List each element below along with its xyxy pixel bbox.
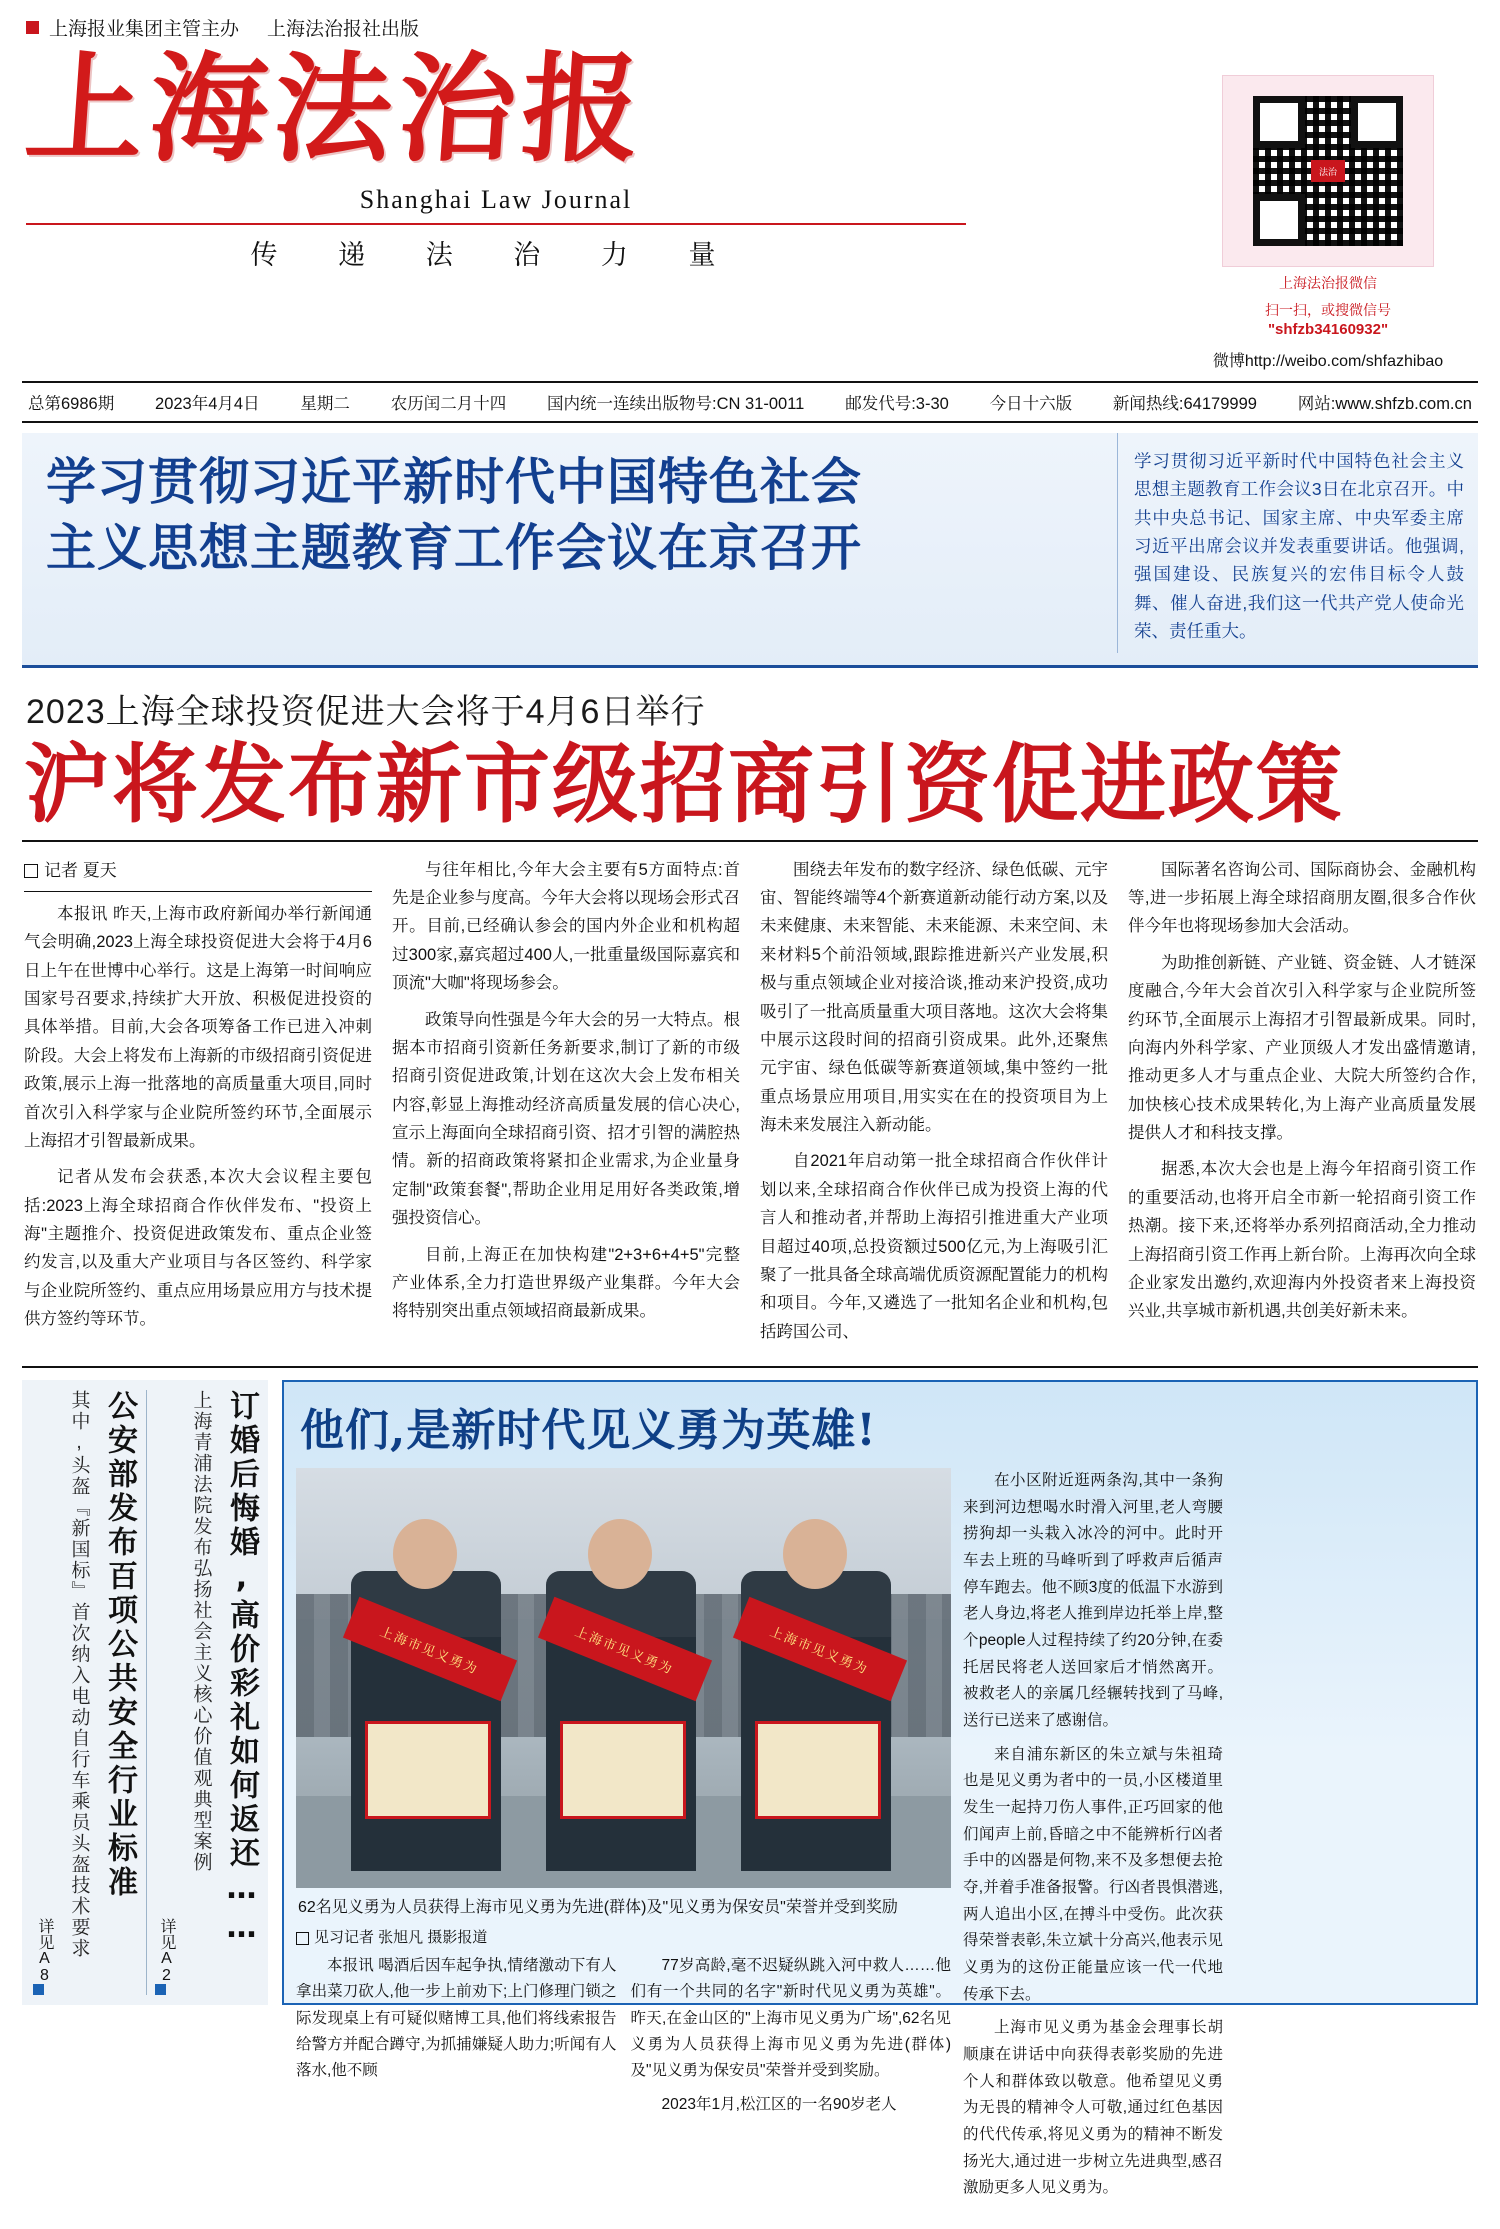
article-byline xyxy=(24,856,372,892)
red-square-icon xyxy=(26,21,39,34)
photo-sash: 上海市见义勇为 xyxy=(343,1597,517,1701)
byline-box-icon xyxy=(296,1932,309,1945)
feature-photo-block xyxy=(296,1468,951,2209)
qr-caption-line2: 扫一扫，或搜微信号 xyxy=(1265,302,1391,318)
paragraph: 政策导向性强是今年大会的另一大特点。根据本市招商引资新任务新要求,制订了新的市级招商引资促进政策,计划在这次大会上发布相关内容,彰显上海推动经济高质量发展的信心决心,宣示上海面向全球招商引资、招才引智的满腔热情。新的招商政策将紧扣企业需求,为企业量身定制"政策套餐",帮助企业用足用好各类政策,增强投资信心。 xyxy=(392,1010,740,1228)
teaser-2-subtitle: 其中,头盔『新国标』首次纳入电动自行车乘员头盔技术要求 xyxy=(68,1390,90,1960)
publisher-label: 上海报业集团主管主办 xyxy=(49,19,240,40)
masthead-right xyxy=(1178,47,1478,371)
feature-text-column-2 xyxy=(631,1953,952,2125)
photo-person xyxy=(351,1571,501,1871)
teaser-1-more-wrap[interactable] xyxy=(155,1390,178,1995)
qr-center-badge: 法治 xyxy=(1311,160,1345,182)
blue-square-icon xyxy=(33,1984,44,1995)
paragraph: 与往年相比,今年大会主要有5方面特点:首先是企业参与度高。今年大会将以现场会形式召开。目前,已经确认参会的国内外企业和机构超过300家,嘉宾超过400人,一批重量级国际嘉宾和顶流"大咖"将现场参会。 xyxy=(392,860,740,993)
teaser-1-more: 详见A2 xyxy=(158,1918,175,1985)
paragraph: 上海市见义勇为基金会理事长胡顺康在讲话中向获得表彰奖励的先进个人和群体致以敬意。他希望见义勇为无畏的精神令人可敬,通过红色基因的代代传承,将见义勇为的精神不断发扬光大,通过进一步树立先进典型,感召激励更多人见义勇为。 xyxy=(963,2019,1223,2197)
paragraph: 本报讯 昨天,上海市政府新闻办举行新闻通气会明确,2023上海全球投资促进大会将于4月6日上午在世博中心举行。这是上海第一时间响应国家号召要求,持续扩大开放、积极促进投资的具体举措。目前,大会各项筹备工作已进入冲刺阶段。大会上将发布上海新的市级招商引资促进政策,展示上海一批落地的高质量重大项目,同时首次引入科学家与企业院所签约环节,全面展示上海招才引智最新成果。 xyxy=(24,904,372,1150)
feature-headline-rest: ,是新时代见义勇为英雄! xyxy=(390,1405,877,1457)
issue-weekday: 星期二 xyxy=(300,395,350,413)
paragraph: 本报讯 喝酒后因车起争执,情绪激动下有人拿出菜刀砍人,他一步上前劝下;上门修理门锁之际发现桌上有可疑似赌博工具,他们将线索报告给警方并配合蹲守,为抓捕嫌疑人助力;听闻有人落水,他不顾 xyxy=(296,1957,617,2080)
masthead-left xyxy=(21,39,966,272)
qr-finder-icon xyxy=(1253,194,1305,246)
lead-summary: 学习贯彻习近平新时代中国特色社会主义思想主题教育工作会议3日在北京召开。中共中央总书记、国家主席、中央军委主席习近平出席会议并发表重要讲话。他强调,强国建设、民族复兴的宏伟目标令人鼓舞、催人奋进,我们这一代共产党人使命光荣、责任重大。 xyxy=(1117,433,1478,653)
paragraph: 围绕去年发布的数字经济、绿色低碳、元宇宙、智能终端等4个新赛道新动能行动方案,以及未来健康、未来智能、未来能源、未来空间、未来材料5个前沿领域,跟踪推进新兴产业发展,积极与重点领域企业对接洽谈,推动来沪投资,成功吸引了一批高质量重大项目落地。这次大会将集中展示这段时间的招商引资成果。此外,还聚焦元宇宙、绿色低碳等新赛道领域,集中签约一批重点场景应用项目,用实实在在的投资项目为上海未来发展注入新动能。 xyxy=(760,860,1108,1135)
paragraph: 记者从发布会获悉,本次大会议程主要包括:2023上海全球招商合作伙伴发布、"投资上海"主题推介、投资促进政策发布、重点企业签约发言,以及重大产业项目与各区签约、科学家与企业院所签约、重点应用场景应用方与技术提供方签约等环节。 xyxy=(24,1168,372,1329)
issue-postal-code: 邮发代号:3-30 xyxy=(845,395,949,413)
feature-text-column-3 xyxy=(963,1468,1223,2209)
headline-divider xyxy=(22,840,1478,842)
lead-headline-line2: 主义思想主题教育工作会议在京召开 xyxy=(46,519,862,577)
feature-photo-caption: 62名见义勇为人员获得上海市见义勇为先进(群体)及"见义勇为保安员"荣誉并受到奖励 xyxy=(298,1899,898,1917)
website-url[interactable]: 网站:www.shfzb.com.cn xyxy=(1297,395,1472,413)
blue-square-icon xyxy=(155,1984,166,1995)
photo-certificate xyxy=(560,1721,686,1819)
article-column-4 xyxy=(1128,856,1476,1354)
paragraph: 77岁高龄,毫不迟疑纵跳入河中救人……他们有一个共同的名字"新时代见义勇为英雄"。昨天,在金山区的"上海市见义勇为广场",62名见义勇为人员获得上海市见义勇为先进(群体)及"见义勇为保安员"荣誉并受到奖励。 xyxy=(630,1957,951,2080)
photo-certificate xyxy=(365,1721,491,1819)
paragraph: 2023年1月,松江区的一名90岁老人 xyxy=(661,2095,897,2113)
feature-photo-byline xyxy=(296,1926,951,1953)
teaser-2-title: 公安部发布百项公共安全行业标准 xyxy=(102,1390,137,1901)
paragraph: 国际著名咨询公司、国际商协会、金融机构等,进一步拓展上海全球招商朋友圈,很多合作伙伴今年也将现场参加大会活动。 xyxy=(1128,860,1476,936)
feature-body xyxy=(296,1468,1464,2209)
issue-cn-number: 国内统一连续出版物号:CN 31-0011 xyxy=(547,395,805,413)
issue-info-strip xyxy=(22,381,1478,423)
bottom-section xyxy=(22,1380,1478,2197)
feature-byline-text: 见习记者 张旭凡 摄影报道 xyxy=(314,1929,488,1947)
feature-headline-highlight: 他们 xyxy=(300,1405,390,1457)
section-divider xyxy=(22,1366,1478,1368)
teaser-1-title: 订婚后悔婚,高价彩礼如何返还…… xyxy=(224,1390,259,1950)
masthead-slogan: 传 递 法 治 力 量 xyxy=(250,239,742,271)
paragraph: 目前,上海正在加快构建"2+3+6+4+5"完整产业体系,全力打造世界级产业集群。今年大会将特别突出重点领域招商最新成果。 xyxy=(392,1245,740,1321)
photo-sash: 上海市见义勇为 xyxy=(733,1597,907,1701)
teaser-1[interactable] xyxy=(223,1390,261,1995)
feature-photo xyxy=(296,1468,951,1888)
photo-person-head xyxy=(783,1519,847,1589)
feature-text-column-1 xyxy=(296,1953,617,2125)
article-column-3 xyxy=(760,856,1108,1354)
photo-person xyxy=(741,1571,891,1871)
masthead xyxy=(21,39,1478,371)
newspaper-title: 上海法治报 xyxy=(21,39,651,178)
teaser-1-subtitle: 上海青浦法院发布弘扬社会主义核心价值观典型案例 xyxy=(190,1390,212,1874)
qr-code-icon xyxy=(1253,96,1403,246)
byline-box-icon xyxy=(24,864,38,878)
main-kicker: 2023上海全球投资促进大会将于4月6日举行 xyxy=(26,693,706,732)
article-column-2 xyxy=(392,856,740,1354)
qr-caption-line1: 上海法治报微信 xyxy=(1279,275,1377,291)
wechat-id: "shfzb34160932" xyxy=(1267,321,1389,338)
lead-headline-line1: 学习贯彻习近平新时代中国特色社会 xyxy=(46,453,862,511)
paragraph: 为助推创新链、产业链、资金链、人才链深度融合,今年大会首次引入科学家与企业院所签约环节,全面展示上海招才引智最新成果。同时,向海内外科学家、产业顶级人才发出盛情邀请,推动更多人才与重点企业、大院大所签约合作,加快核心技术成果转化,为上海产业高质量发展提供人才和科技支撑。 xyxy=(1128,953,1476,1143)
feature-headline[interactable] xyxy=(296,1392,1464,1468)
byline-text: 记者 夏天 xyxy=(44,860,117,880)
news-hotline: 新闻热线:64179999 xyxy=(1112,395,1257,413)
photo-person-head xyxy=(588,1519,652,1589)
article-column-1 xyxy=(24,856,372,1354)
teaser-panel xyxy=(22,1380,268,2005)
issue-pages: 今日十六版 xyxy=(989,395,1073,413)
issuer-label: 上海法治报社出版 xyxy=(267,19,420,40)
teaser-2-more: 详见A8 xyxy=(36,1918,53,1985)
paragraph: 自2021年启动第一批全球招商合作伙伴计划以来,全球招商合作伙伴已成为投资上海的代言人和推动者,并帮助上海招引推进重大产业项目超过40项,总投资额过500亿元,为上海吸引汇聚了一批具备全球高端优质资源配置能力的机构和项目。今年,又遴选了一批知名企业和机构,包括跨国公司、 xyxy=(760,1152,1108,1341)
main-article-columns xyxy=(22,852,1478,1354)
photo-certificate xyxy=(755,1721,881,1819)
teaser-2-more-wrap[interactable] xyxy=(33,1390,56,1995)
paragraph: 来自浦东新区的朱立斌与朱祖琦也是见义勇为者中的一员,小区楼道里发生一起持刀伤人事件,正巧回家的他们闻声上前,昏暗之中不能辨析行凶者手中的凶器是何物,来不及多想便去抢夺,并着手准备报警。行凶者畏惧潜逃,两人追出小区,在搏斗中受伤。此次获得荣誉表彰,朱立斌十分高兴,他表示见义勇为的这份正能量应该一代一代地传承下去。 xyxy=(963,1745,1223,2003)
lead-banner xyxy=(22,433,1478,668)
lead-headline-block[interactable] xyxy=(22,433,1117,653)
newspaper-title-english: Shanghai Law Journal xyxy=(359,184,633,214)
main-headline[interactable]: 沪将发布新市级招商引资促进政策 xyxy=(24,735,1344,836)
paragraph: 在小区附近逛两条沟,其中一条狗来到河边想喝水时滑入河里,老人弯腰捞狗却一头栽入冰冷的河中。此时开车去上班的马峰听到了呼救声后循声停车跑去。他不顾3度的低温下水游到老人身边,将老人推到岸边托举上岸,整个people人过程持续了约20分钟,在委托居民将老人送回家后才悄然离开。被救老人的亲属几经辗转找到了马峰,送行已送来了感谢信。 xyxy=(963,1472,1223,1729)
teaser-divider xyxy=(146,1390,147,1995)
masthead-divider xyxy=(26,223,966,225)
weibo-url[interactable]: 微博http://weibo.com/shfazhibao xyxy=(1212,353,1444,370)
issue-number: 总第6986期 xyxy=(28,395,115,413)
wechat-qr-box[interactable] xyxy=(1222,75,1434,267)
photo-sash: 上海市见义勇为 xyxy=(538,1597,712,1701)
issue-lunar-date: 农历闰二月十四 xyxy=(390,395,507,413)
teaser-2[interactable] xyxy=(101,1390,139,1995)
issue-date: 2023年4月4日 xyxy=(155,395,260,413)
paragraph: 据悉,本次大会也是上海今年招商引资工作的重要活动,也将开启全市新一轮招商引资工作热潮。接下来,还将举办系列招商活动,全力推动上海招商引资工作再上新台阶。上海再次向全球企业家发出邀约,欢迎海内外投资者来上海投资兴业,共享城市新机遇,共创美好新未来。 xyxy=(1128,1160,1476,1321)
photo-person xyxy=(546,1571,696,1871)
photo-person-head xyxy=(393,1519,457,1589)
feature-article xyxy=(282,1380,1478,2197)
